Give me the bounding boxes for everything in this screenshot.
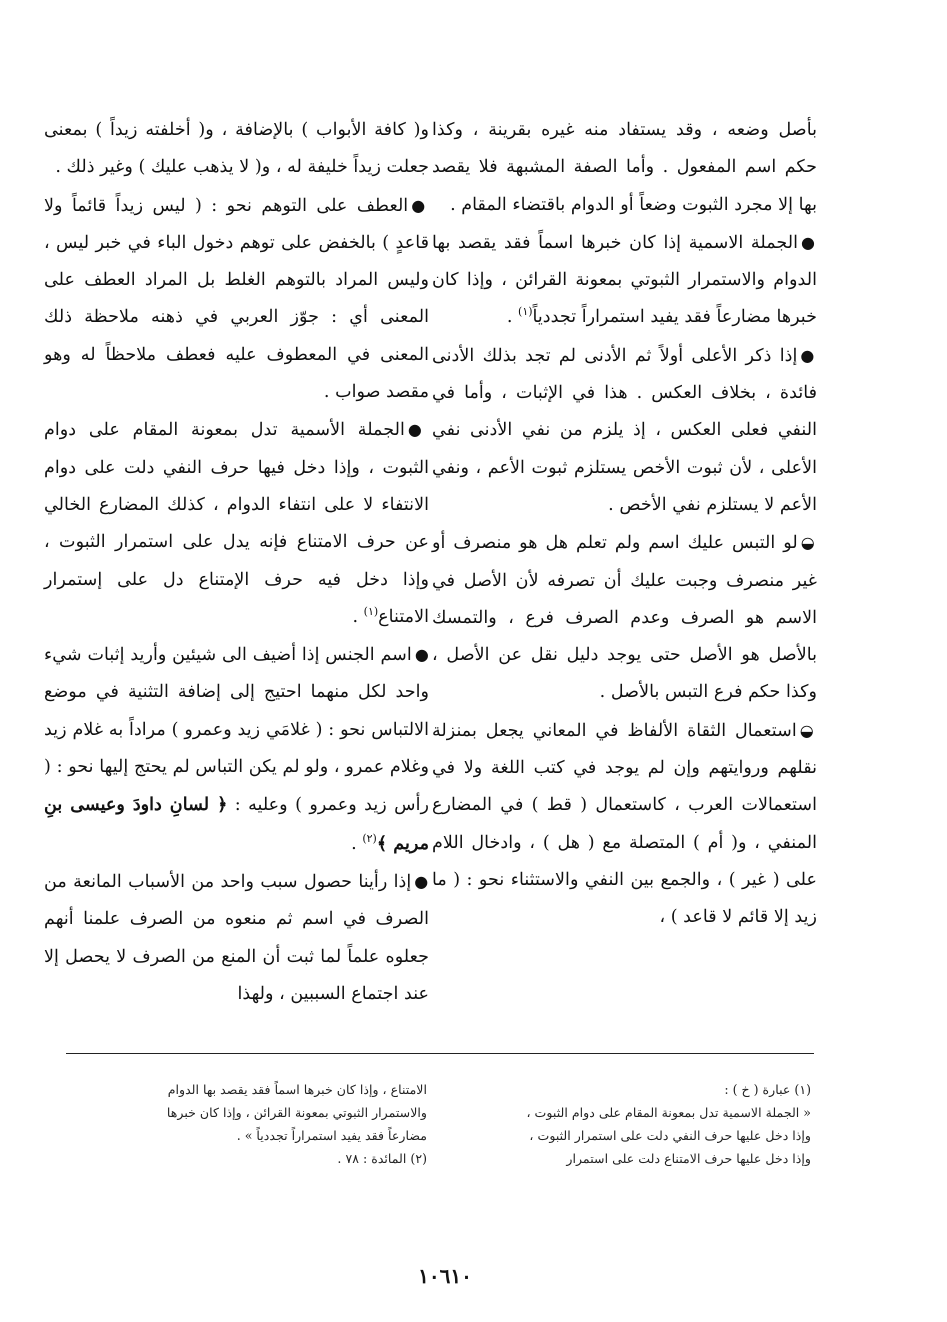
bullet-icon: ●	[414, 871, 429, 891]
left-paragraph-4-text: اسم الجنس إذا أضيف الى شيئين وأريد إثبات شيء واحد لكل منهما احتيج إلى إضافة التثنية في موضع الالتباس نحو : ( غلامَي زيد وعمرو ) مراداً به غلام زيد وغلام عمرو ، ولو لم يكن التباس لم يحتج إليها نحو : ( رأس زيد وعمرو ) وعليه :	[44, 645, 430, 816]
footnote-line: (١) عبارة ( خ ) :	[724, 1082, 811, 1097]
footnotes-right	[456, 1078, 811, 1170]
bullet-icon: ●	[800, 232, 818, 252]
footnote-divider	[66, 1053, 814, 1054]
footnote-line: مضارعاً فقد يفيد استمراراً تجددياً » .	[236, 1128, 427, 1143]
right-paragraph-2-end: .	[506, 307, 519, 328]
right-paragraph-4	[432, 524, 817, 711]
left-column	[44, 112, 429, 1013]
footnote-ref-1: (١)	[363, 605, 379, 618]
bullet-icon: ●	[411, 195, 429, 215]
left-paragraph-2	[44, 187, 429, 412]
footnote-line: وإذا دخل عليها حرف الامتناع دلت على استمرار	[566, 1151, 811, 1166]
left-paragraph-2-text: العطف على التوهم نحو : ( ليس زيداً قائماً ولا قاعدٍ ) بالخفض على توهم دخول الباء في خبر ليس ، وليس المراد بالتوهم الغلط بل المراد العطف على المعنى أي : جوّز العربي في ذهنه ملاحظة ذلك المعنى في المعطوف عليه فعطف ملاحظاً له وهو مقصد صواب .	[44, 195, 429, 403]
footnote-ref-2: (٢)	[362, 831, 377, 845]
half-bullet-icon: ◒	[799, 720, 818, 740]
left-paragraph-1: و( كافة الأبواب ) بالإضافة ، و( أخلفته زيداً ) بمعنى جعلت زيداً خليفة له ، و( لا يذهب عليك ) وغير ذلك .	[44, 120, 429, 178]
left-paragraph-4-end: .	[351, 833, 363, 854]
quran-quote: ﴿ لسانِ داودَ وعيسى بنِ مريم ﴾	[44, 794, 429, 854]
footnote-line: الامتناع ، وإذا كان خبرها اسماً فقد يقصد بها الدوام	[167, 1082, 427, 1097]
half-bullet-icon: ◒	[800, 533, 818, 553]
left-paragraph-4	[44, 636, 429, 863]
right-paragraph-1: بأصل وضعه ، وقد يستفاد منه غيره بقرينة ، وكذا حكم اسم المفعول . وأما الصفة المشبهة فلا يقصد بها إلا مجرد الثبوت وضعاً أو الدوام باقتضاء المقام .	[432, 120, 817, 215]
left-paragraph-3-text: الجملة الأسمية تدل بمعونة المقام على دوام الثبوت ، وإذا دخل فيها حرف النفي دلت على دوام الانتفاء لا على انتفاء الدوام ، كذلك المضارع الخالي عن حرف الامتناع فإنه يدل على استمرار الثبوت ، وإذا دخل فيه حرف الإمتناع دل على إستمرار الامتناع	[44, 420, 429, 627]
page-number: ١٠٦١٠	[418, 1264, 472, 1288]
left-paragraph-3-end: .	[352, 606, 364, 627]
right-paragraph-4-text: لو التبس عليك اسم ولم تعلم هل هو منصرف أو غير منصرف وجبت عليك أن تصرفه لأن الأصل في الاسم هو الصرف وعدم الصرف فرع ، والتمسك بالأصل هو الأصل حتى يوجد دليل نقل عن الأصل ، وكذا حكم فرع التبس بالأصل .	[432, 533, 817, 703]
right-paragraph-5-text: استعمال الثقاة الألفاظ في المعاني يجعل بمنزلة نقلهم وروايتهم وإن لم يوجد في كتب اللغة ولا في استعمالات العرب ، كاستعمال ( قط ) في المضارع المنفي ، و( أم ) المتصلة مع ( هل ) ، وادخال اللام على ( غير ) ، والجمع بين النفي والاستثناء نحو : ( ما زيد إلا قائم لا قاعد ) ،	[432, 720, 817, 928]
bullet-icon: ●	[800, 345, 817, 365]
right-paragraph-3-text: إذا ذكر الأعلى أولاً ثم الأدنى لم تجد بذلك الأدنى فائدة ، بخلاف العكس . هذا في الإثبات ، وأما في النفي فعلى العكس ، إذ يلزم من نفي الأدنى نفي الأعلى ، لأن ثبوت الأخص يستلزم ثبوت الأعم ، ونفي الأعم لا يستلزم نفي الأخص .	[432, 345, 817, 515]
right-paragraph-2	[432, 224, 817, 337]
right-column	[432, 112, 817, 937]
left-paragraph-3	[44, 411, 429, 636]
footnote-line: وإذا دخل عليها حرف النفي دلت على استمرار الثبوت ،	[529, 1128, 811, 1143]
footnote-ref-1: (١)	[518, 305, 533, 319]
bullet-icon: ●	[414, 645, 429, 665]
footnote-line: (٢) المائدة : ٧٨ .	[337, 1151, 427, 1166]
right-paragraph-3	[432, 337, 817, 524]
footnote-line: والاستمرار الثبوتي بمعونة القرائن ، وإذا كان خبرها	[166, 1105, 427, 1120]
left-paragraph-5-text: إذا رأينا حصول سبب واحد من الأسباب المانعة من الصرف في اسم ثم منعوه من الصرف علمنا أنهم جعلوه علماً لما ثبت أن المنع من الصرف لا يحصل إلا عند اجتماع السببين ، ولهذا	[44, 871, 429, 1004]
bullet-icon: ●	[407, 420, 429, 440]
right-paragraph-2-text: الجملة الاسمية إذا كان خبرها اسماً فقد يقصد بها الدوام والاستمرار الثبوتي بمعونة القرائن ، وإذا كان خبرها مضارعاً فقد يفيد استمراراً تجددياً	[432, 232, 817, 328]
right-paragraph-5	[432, 712, 817, 937]
footnote-line: « الجملة الاسمية تدل بمعونة المقام على دوام الثبوت ،	[526, 1105, 811, 1120]
footnotes-left	[72, 1078, 427, 1170]
left-paragraph-5	[44, 863, 429, 1013]
